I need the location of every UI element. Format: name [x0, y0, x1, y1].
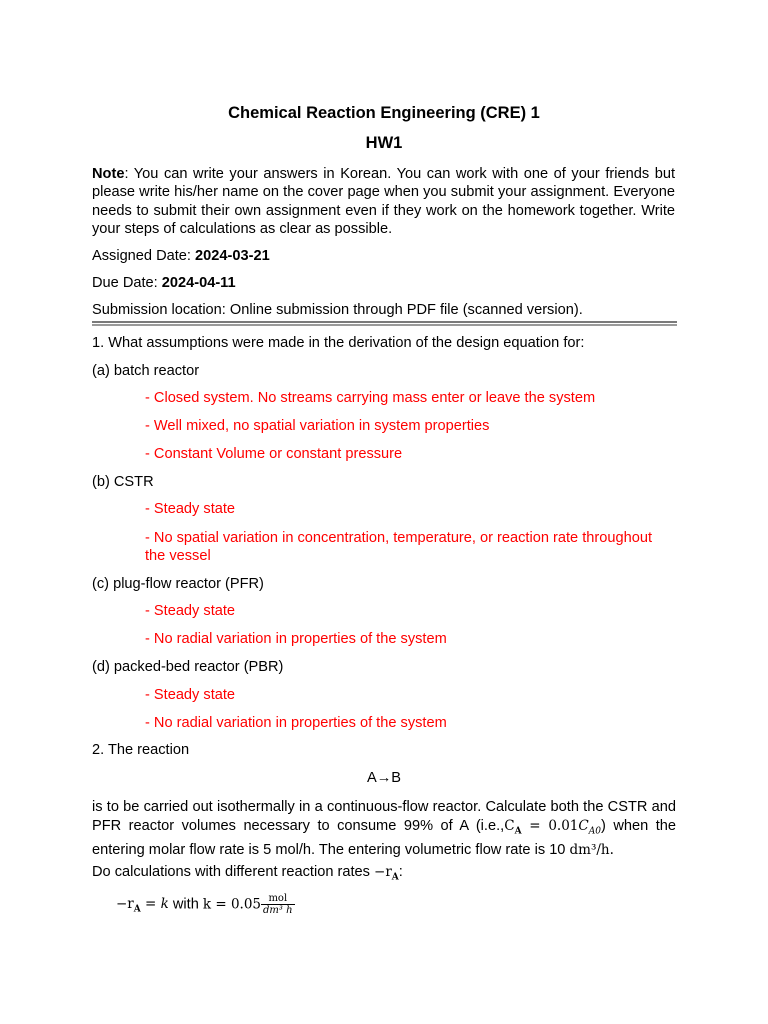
assigned-date-value: 2024-03-21 — [195, 248, 270, 264]
q1d-answer-1: - Steady state — [145, 687, 236, 703]
q1a-answer-3: - Constant Volume or constant pressure — [145, 446, 403, 462]
q1d-label: (d) packed-bed reactor (PBR) — [92, 659, 284, 675]
q1b-label: (b) CSTR — [92, 474, 154, 490]
due-date — [92, 275, 236, 291]
page-subtitle: HW1 — [365, 134, 403, 152]
note-paragraph — [92, 165, 675, 238]
divider — [92, 321, 677, 326]
q1c-answer-2: - No radial variation in properties of the system — [145, 631, 447, 647]
q2-intro: 2. The reaction — [92, 742, 190, 758]
rate-equation-1: $-r_A = k$ with k = 0.05 $\frac{\text{mol}}{\text{dm³ h}}$ — [116, 893, 293, 916]
q1c-label: (c) plug-flow reactor (PFR) — [92, 576, 264, 592]
q1a-label: (a) batch reactor — [92, 363, 200, 379]
flow-unit: dm³/h. — [569, 841, 614, 858]
reaction-equation: A→B — [366, 770, 402, 786]
note-text: : You can write your answers in Korean. You can work with one of your friends but please write his/her name on the cover page when you submit your assignment. Everyone needs to submit their own assignment even if they work on the homework together. Write your steps of calculations as clear as possible. — [92, 166, 675, 237]
rate-symbol: $-r_A$ — [374, 864, 399, 883]
submission-location: Submission location: Online submission through PDF file (scanned version). — [92, 302, 583, 318]
q1a-answer-1: - Closed system. No streams carrying mass enter or leave the system — [145, 390, 596, 406]
q1b-answer-1: - Steady state — [145, 501, 236, 517]
note-label: Note — [92, 166, 125, 182]
q2-paragraph — [92, 798, 676, 859]
q1d-answer-2: - No radial variation in properties of the system — [145, 715, 447, 731]
q1c-answer-1: - Steady state — [145, 603, 236, 619]
due-date-label: Due Date: — [92, 275, 162, 291]
due-date-value: 2024-04-11 — [161, 275, 236, 291]
q1b-answer-2: - No spatial variation in concentration, temperature, or reaction rate throughout — [145, 530, 653, 546]
q1a-answer-2: - Well mixed, no spatial variation in system properties — [145, 418, 490, 434]
assigned-date-label: Assigned Date: — [92, 248, 196, 264]
rates-line: Do calculations with different reaction rates $-r_A$: — [92, 864, 403, 883]
q1b-answer-2-cont: the vessel — [145, 548, 211, 564]
conversion-equation: $C_A = 0.01C_{A0}$ — [504, 817, 601, 837]
page-title: Chemical Reaction Engineering (CRE) 1 — [228, 104, 540, 122]
q2-text-2: ) when the entering molar flow rate is 5 mol/h. The entering volumetric flow rate is 10 — [92, 817, 676, 858]
q2-text-1: is to be carried out isothermally in a continuous-flow reactor. Calculate both the CSTR and PFR reactor volumes necessary to consume 99% of A (i.e., — [92, 799, 676, 834]
assigned-date — [92, 248, 270, 264]
rate-unit-fraction: $\frac{\text{mol}}{\text{dm³ h}}$ — [263, 893, 293, 916]
q1-question: 1. What assumptions were made in the derivation of the design equation for: — [92, 335, 585, 351]
